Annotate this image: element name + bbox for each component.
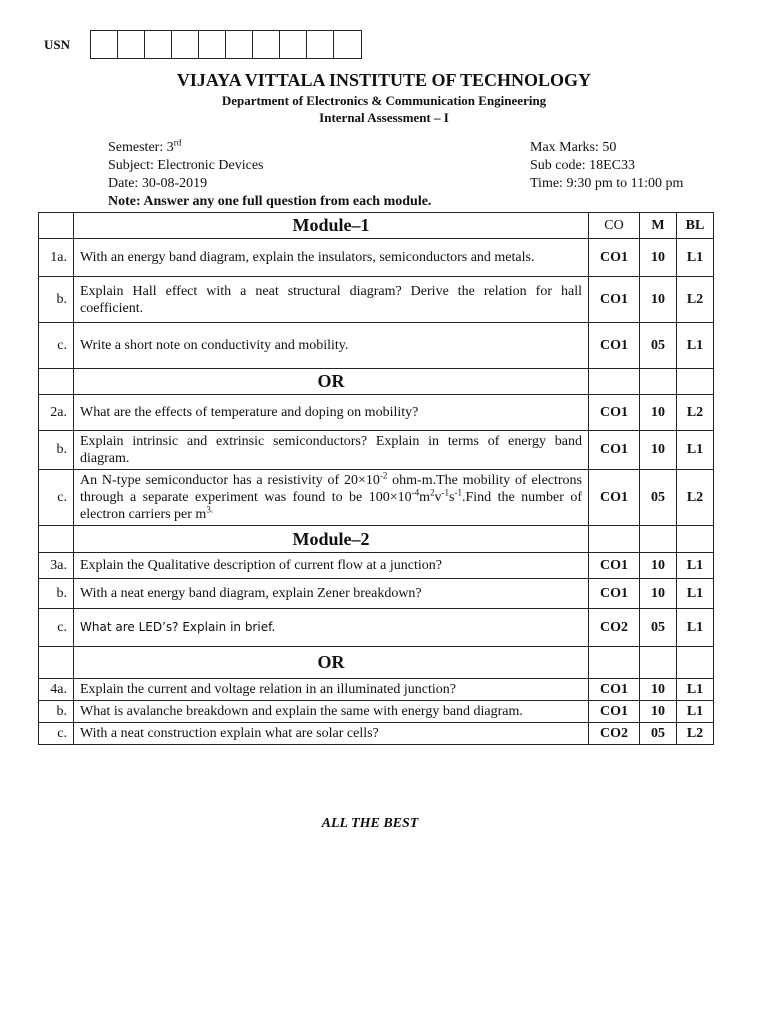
meta-left bbox=[108, 139, 431, 211]
question-text: An N-type semiconductor has a resistivity of $20\times 10^{-2}$ ohm-m.The mobility of electrons through a separate experiment was found to be $100\times 10^{-4}m^2v^{-1}s^{-1}.Find$ the number of electron carriers per $m^{3.}$ bbox=[74, 470, 589, 526]
semester: Semester: 3rd bbox=[108, 137, 182, 155]
table-row: c. An N-type semiconductor has a resistivity of $20\times 10^{-2}$ ohm-m.The mobility of electrons through a separate experiment was found to be $100\times 10^{-4}m^2v^{-1}s^{-1}.Find$ the number of electron carriers per $m^{3.}$ CO1 05 L2 bbox=[39, 470, 714, 526]
usn-label: USN bbox=[44, 36, 71, 52]
exam-time: Time: 9:30 pm to 11:00 pm bbox=[530, 176, 684, 191]
sub-code: Sub code: 18EC33 bbox=[530, 158, 635, 173]
usn-box bbox=[172, 31, 199, 58]
table-row: 1a. With an energy band diagram, explain the insulators, semiconductors and metals. CO1 10 L1 bbox=[39, 239, 714, 277]
usn-box bbox=[118, 31, 145, 58]
usn-box bbox=[280, 31, 307, 58]
usn-boxes bbox=[90, 30, 362, 59]
table-row: b. Explain intrinsic and extrinsic semiconductors? Explain in terms of energy band diagram. CO1 10 L1 bbox=[39, 431, 714, 470]
note: Note: Answer any one full question from each module. bbox=[108, 194, 432, 209]
usn-box bbox=[91, 31, 118, 58]
or-separator: OR bbox=[74, 369, 589, 395]
m-header: M bbox=[640, 213, 677, 239]
usn-section bbox=[44, 30, 362, 59]
table-row: c. Write a short note on conductivity and mobility. CO1 05 L1 bbox=[39, 323, 714, 369]
usn-box bbox=[253, 31, 280, 58]
table-row: 4a. Explain the current and voltage relation in an illuminated junction? CO1 10 L1 bbox=[39, 679, 714, 701]
table-row: c. What are LED’s? Explain in brief. CO2 05 L1 bbox=[39, 609, 714, 647]
usn-box bbox=[145, 31, 172, 58]
subject: Subject: Electronic Devices bbox=[108, 158, 264, 173]
table-row: b. What is avalanche breakdown and explain the same with energy band diagram. CO1 10 L1 bbox=[39, 701, 714, 723]
table-row: b. With a neat energy band diagram, explain Zener breakdown? CO1 10 L1 bbox=[39, 579, 714, 609]
table-row: 3a. Explain the Qualitative description of current flow at a junction? CO1 10 L1 bbox=[39, 553, 714, 579]
usn-box bbox=[334, 31, 361, 58]
closing-message: ALL THE BEST bbox=[321, 816, 419, 831]
usn-box bbox=[307, 31, 334, 58]
max-marks: Max Marks: 50 bbox=[530, 140, 617, 155]
module-1-title: Module–1 bbox=[74, 213, 589, 239]
bl-header: BL bbox=[677, 213, 714, 239]
table-row: b. Explain Hall effect with a neat structural diagram? Derive the relation for hall coefficient. CO1 10 L2 bbox=[39, 277, 714, 323]
usn-box bbox=[226, 31, 253, 58]
or-row bbox=[39, 647, 714, 679]
table-row: 2a. What are the effects of temperature and doping on mobility? CO1 10 L2 bbox=[39, 395, 714, 431]
institute-name: VIJAYA VITTALA INSTITUTE OF TECHNOLOGY bbox=[176, 70, 592, 90]
table-row: c. With a neat construction explain what are solar cells? CO2 05 L2 bbox=[39, 723, 714, 745]
or-separator: OR bbox=[74, 647, 589, 679]
module-header-row bbox=[39, 213, 714, 239]
question-table bbox=[38, 212, 714, 745]
meta-right bbox=[530, 139, 683, 193]
assessment-title: Internal Assessment – I bbox=[319, 110, 449, 125]
co-header: CO bbox=[589, 213, 640, 239]
or-row bbox=[39, 369, 714, 395]
department-name: Department of Electronics & Communication Engineering bbox=[221, 93, 547, 108]
module-2-title: Module–2 bbox=[74, 526, 589, 553]
usn-box bbox=[199, 31, 226, 58]
exam-date: Date: 30-08-2019 bbox=[108, 176, 208, 191]
module-row bbox=[39, 526, 714, 553]
